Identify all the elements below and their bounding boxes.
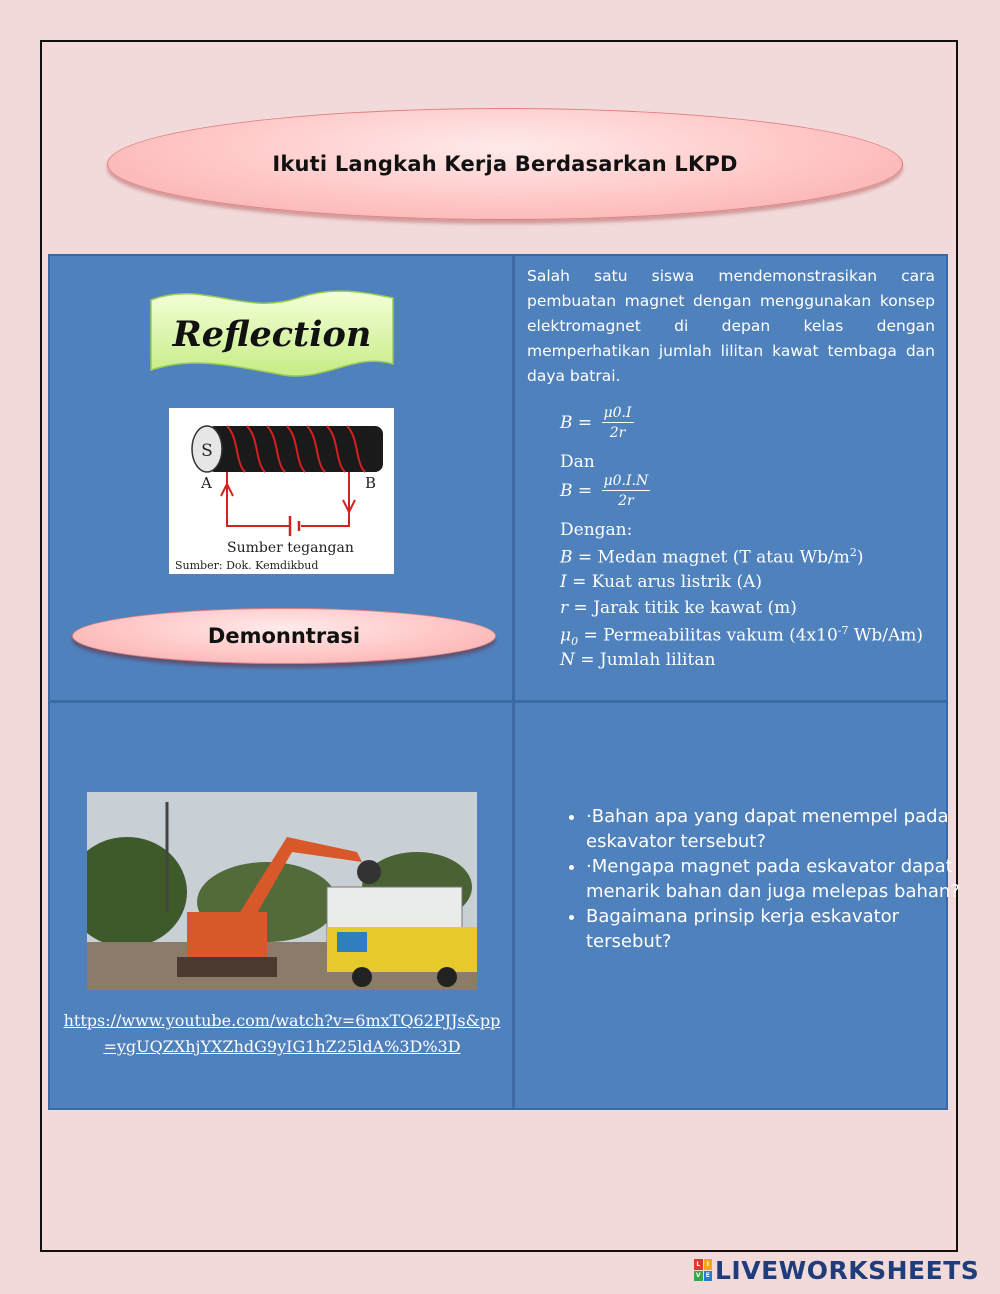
logo-cube-icon: L I V E <box>694 1259 712 1281</box>
pole-label: S <box>201 441 213 461</box>
excavator-photo <box>87 792 477 990</box>
formula-1: B = $\frac{\mu 0.I}{2r}$ <box>560 405 632 441</box>
end-b-label: B <box>365 474 377 492</box>
description-text: Salah satu siswa mendemonstrasikan cara pembuatan magnet dengan menggunakan konsep elektromagnet di depan kelas dengan memperhatikan jumlah lilitan kawat tembaga dan daya batrai. <box>527 267 935 385</box>
fraction-2: $\frac{\mu 0.I.N}{2r}$ <box>603 473 649 509</box>
connector-text: Dan <box>560 452 595 472</box>
end-a-label: A <box>201 474 212 492</box>
content-grid <box>48 254 960 1110</box>
question-list <box>556 804 966 954</box>
truck-icon <box>327 887 477 987</box>
demo-oval <box>72 608 496 664</box>
fraction-1: $\frac{\mu 0.I}{2r}$ <box>603 405 632 441</box>
demo-label: Demonntrasi <box>207 624 361 648</box>
formula-2: B = $\frac{\mu 0.I.N}{2r}$ <box>560 473 649 509</box>
def-b: B = Medan magnet (T atau $Wb/m^2$) <box>560 546 864 568</box>
diagram-credit: Sumber: Dok. Kemdikbud <box>175 559 319 572</box>
def-i: I = Kuat arus listrik (A) <box>560 572 762 592</box>
grid-divider-vertical <box>512 256 515 1108</box>
electromagnet-diagram <box>169 408 394 574</box>
reflection-banner <box>148 286 396 382</box>
battery-icon <box>290 516 299 536</box>
list-item: • ·Mengapa magnet pada eskavator dapat menarik bahan dan juga melepas bahan? <box>586 854 966 904</box>
liveworksheets-logo <box>694 1256 979 1284</box>
video-link[interactable]: https://www.youtube.com/watch?v=6mxTQ62PJJs&pp=ygUQZXhjYXZhdG9yIG1hZ25ldA%3D%3D <box>63 1011 501 1056</box>
def-r: r = Jarak titik ke kawat (m) <box>560 598 797 618</box>
list-item: • Bagaimana prinsip kerja eskavator tersebut? <box>586 904 966 954</box>
page-title: Ikuti Langkah Kerja Berdasarkan LKPD <box>272 152 738 176</box>
list-item: • ·Bahan apa yang dapat menempel pada eskavator tersebut? <box>586 804 966 854</box>
banner-label: Reflection <box>172 313 372 355</box>
circuit-wire-icon <box>221 472 355 526</box>
def-mu: $\mu_0$ = Permeabilitas vakum ($4x10^{-7}$ Wb/Am) <box>560 624 924 649</box>
grid-divider-horizontal <box>50 700 946 703</box>
logo-text: LIVEWORKSHEETS <box>715 1255 980 1285</box>
source-label: Sumber tegangan <box>227 540 354 556</box>
with-label: Dengan: <box>560 520 633 540</box>
title-oval <box>107 108 903 220</box>
def-n: N = Jumlah lilitan <box>560 650 716 670</box>
